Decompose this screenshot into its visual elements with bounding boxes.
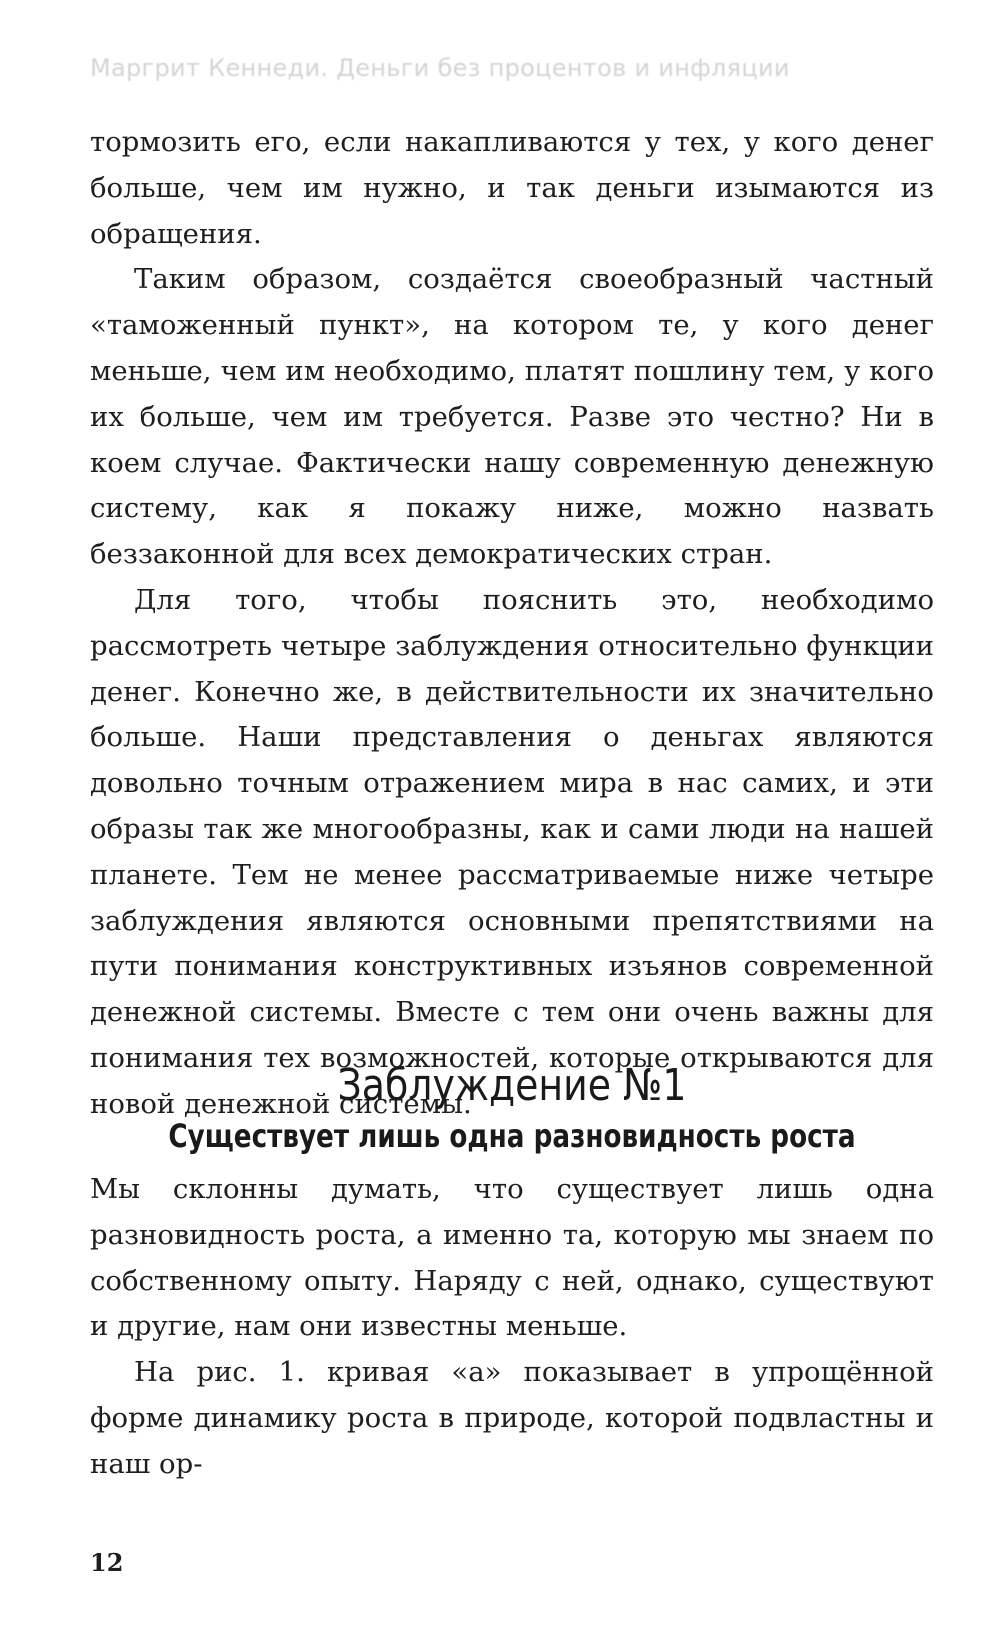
paragraph: На рис. 1. кривая «а» показывает в упрощённой форме динамику роста в природе, которой подвластны и наш ор- (90, 1356, 934, 1480)
page-number: 12 (90, 1548, 124, 1577)
paragraph: Мы склонны думать, что существует лишь одна разновидность роста, а именно та, которую мы знаем по собственному опыту. Наряду с ней, однако, существуют и другие, нам они известны меньше. (90, 1173, 934, 1343)
section-subtitle: Существует лишь одна разновидность роста (168, 1117, 856, 1155)
paragraph: Для того, чтобы пояснить это, необходимо рассмотреть четыре заблуждения относительно функции денег. Конечно же, в действительности их значительно больше. Наши представления о деньгах являются довольно точным отражением мира в нас самих, и эти образы так же многообразны, как и сами люди на нашей планете. Тем не менее рассматриваемые ниже четыре заблуждения являются основными препятствиями на пути понимания конструктивных изъянов современной денежной системы. Вместе с тем они очень важны для понимания тех возможностей, которые открываются для новой денежной системы. (90, 583, 934, 1120)
running-header: Маргрит Кеннеди. Деньги без процентов и инфляции (90, 54, 790, 82)
body-text-bottom (90, 1167, 934, 1488)
paragraph: тормозить его, если накапливаются у тех, у кого денег больше, чем им нужно, и так деньги изымаются из обращения. (90, 126, 934, 250)
paragraph: Таким образом, создаётся своеобразный частный «таможенный пункт», на котором те, у кого денег меньше, чем им необходимо, платят пошлину тем, у кого их больше, чем им требуется. Разве это честно? Ни в коем случае. Фактически нашу современную денежную систему, как я покажу ниже, можно назвать беззаконной для всех демократических стран. (90, 263, 934, 571)
section-title: Заблуждение №1 (337, 1060, 687, 1111)
body-text-top (90, 120, 934, 1128)
